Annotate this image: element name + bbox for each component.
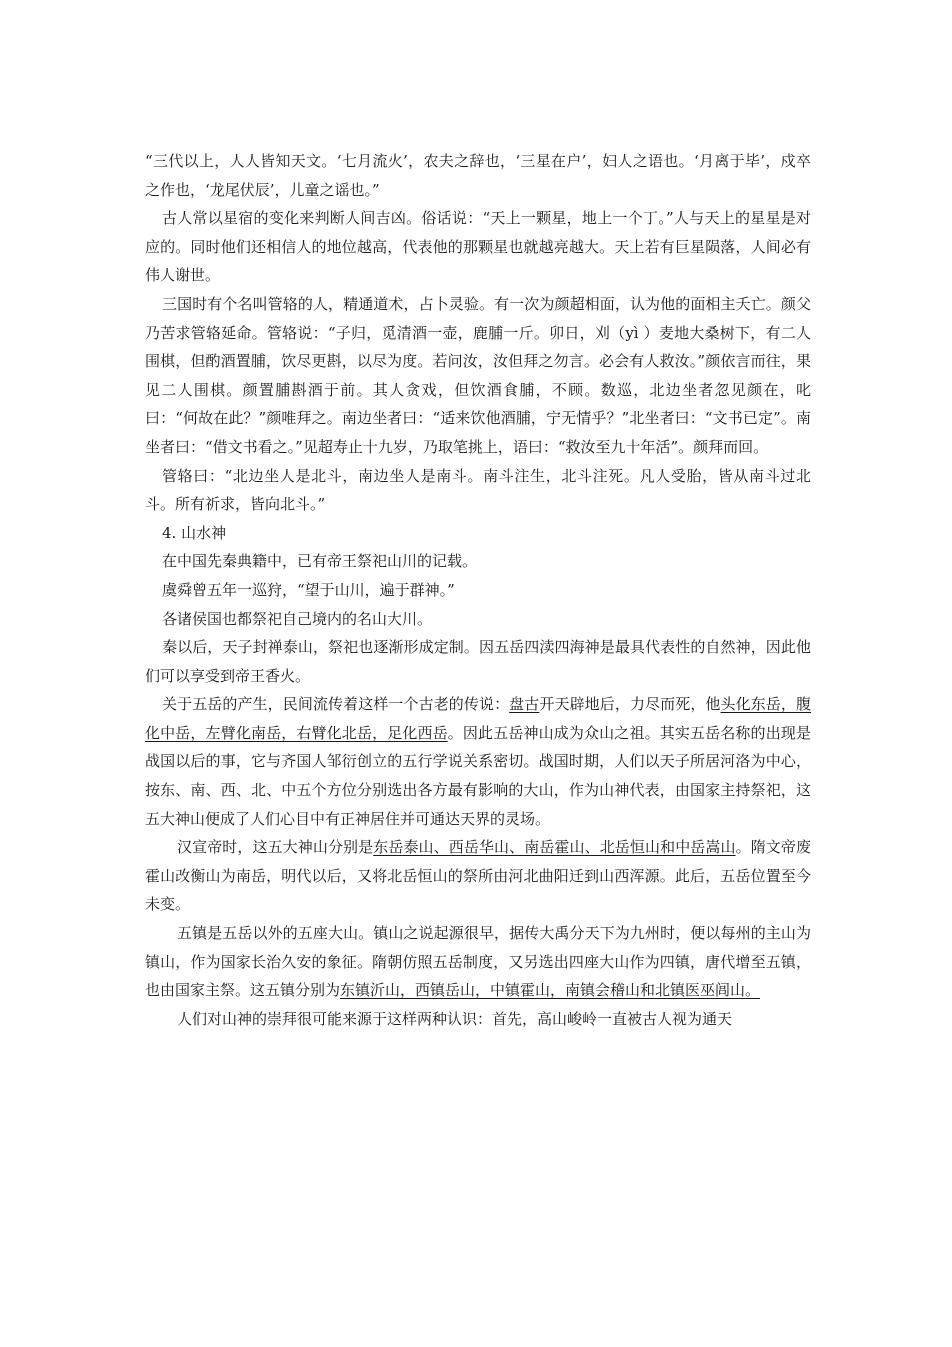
paragraph [145, 547, 811, 576]
paragraph [145, 576, 811, 605]
document-body [145, 147, 811, 1033]
text-segment: 开天辟地后，力尽而死，他 [539, 695, 721, 714]
text-segment: 古人常以星宿的变化来判断人间吉凶。俗话说：“天上一颗星，地上一个丁。”人与天上的星星是对应的。同时他们还相信人的地位越高，代表他的那颗星也就越亮越大。天上若有巨星陨落，人间必有伟人谢世。 [145, 209, 811, 285]
paragraph [145, 204, 811, 290]
paragraph [145, 1005, 811, 1034]
paragraph [145, 605, 811, 634]
paragraph [145, 833, 811, 919]
underlined-text: 盘古 [509, 695, 540, 714]
text-segment: 虞舜曾五年一巡狩，“望于山川，遍于群神。” [162, 580, 455, 599]
text-segment: 三国时有个名叫管辂的人，精通道术，占卜灵验。有一次为颜超相面，认为他的面相主夭亡。颜父乃苦求管辂延命。管辂说：“子归，觅清酒一壶，鹿脯一斤。卯日，刈（yì ）麦地大桑树下，有二人围棋，但酌酒置脯，饮尽更斟，以尽为度。若问汝，汝但拜之勿言。必会有人救汝。”颜依言而往，果见二人围棋。颜置脯斟酒于前。其人贪戏，但饮酒食脯，不顾。数巡，北边坐者忽见颜在，叱曰：“何故在此？”颜唯拜之。南边坐者曰：“适来饮他酒脯，宁无情乎？”北坐者曰：“文书已定”。南坐者曰：“借文书看之。”见超寿止十九岁，乃取笔挑上，语曰：“救汝至九十年活”。颜拜而回。 [145, 294, 811, 456]
underlined-text: 东岳泰山、西岳华山、南岳霍山、北岳恒山和中岳嵩山 [373, 838, 736, 857]
text-segment: 各诸侯国也都祭祀自己境内的名山大川。 [162, 609, 433, 628]
paragraph [145, 290, 811, 462]
underlined-text: 东镇沂山，西镇岳山，中镇霍山，南镇会稽山和北镇医巫闾山。 [340, 981, 761, 1000]
text-segment: “三代以上，人人皆知天文。‘七月流火’，农夫之辞也，‘三星在户’，妇人之语也。‘月离于毕’，戍卒之作也，‘龙尾伏辰’，儿童之谣也。” [145, 152, 811, 199]
text-segment: 秦以后，天子封禅泰山，祭祀也逐渐形成定制。因五岳四渎四海神是最具代表性的自然神，因此他们可以享受到帝王香火。 [145, 638, 811, 685]
paragraph [145, 690, 811, 833]
paragraph [145, 919, 811, 1005]
paragraph [145, 519, 811, 548]
text-segment: 。隋文帝废霍山改衡山为南岳，明代以后，又将北岳恒山的祭所由河北曲阳迁到山西浑源。此后，五岳位置至今未变。 [145, 838, 811, 914]
paragraph [145, 147, 811, 204]
text-segment: 。因此五岳神山成为众山之祖。其实五岳名称的出现是战国以后的事，它与齐国人邹衍创立的五行学说关系密切。战国时期，人们以天子所居河洛为中心，按东、南、西、北、中五个方位分别选出各方最有影响的大山，作为山神代表，由国家主持祭祀，这五大神山便成了人们心目中有正神居住并可通达天界的灵场。 [145, 723, 811, 828]
underlined-text: 头化东岳，腹化中岳，左臂化南岳，右臂化北岳，足化西岳 [145, 695, 811, 742]
text-segment: 关于五岳的产生，民间流传着这样一个古老的传说： [162, 695, 510, 714]
text-segment: 管辂曰：“北边坐人是北斗，南边坐人是南斗。南斗注生，北斗注死。凡人受胎，皆从南斗过北斗。所有祈求，皆向北斗。” [145, 466, 811, 514]
paragraph [145, 462, 811, 519]
text-segment: 4. 山水神 [162, 523, 227, 542]
text-segment: 汉宣帝时，这五大神山分别是 [177, 838, 374, 857]
text-segment: 在中国先秦典籍中，已有帝王祭祀山川的记载。 [162, 552, 478, 571]
paragraph [145, 633, 811, 690]
text-segment: 五镇是五岳以外的五座大山。镇山之说起源很早，据传大禹分天下为九州时，便以每州的主山为镇山，作为国家长治久安的象征。隋朝仿照五岳制度，又另选出四座大山作为四镇，唐代增至五镇，也由国家主祭。这五镇分别为 [145, 924, 811, 1000]
text-segment: 人们对山神的崇拜很可能来源于这样两种认识：首先，高山峻岭一直被古人视为通天 [177, 1009, 733, 1028]
